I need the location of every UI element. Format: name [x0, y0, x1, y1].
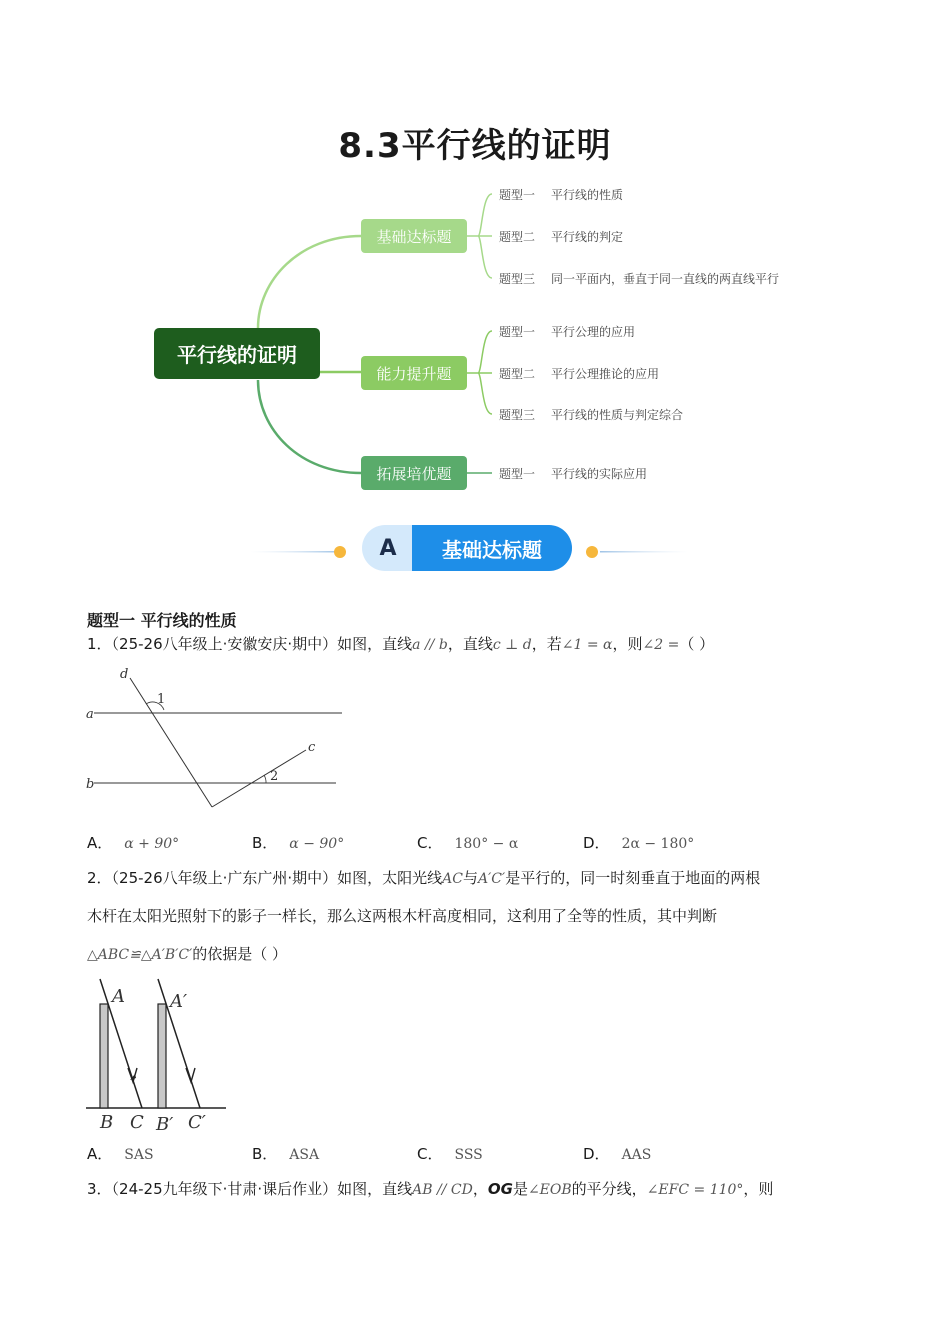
fig1-label-d: d — [120, 667, 129, 682]
q2-option-d[interactable]: D． AAS — [583, 1145, 652, 1163]
question-3-stem: 3．（24-25九年级下·甘肃·课后作业）如图，直线AB // CD，OG是∠EOB的平分线，∠EFC = 110°，则 — [87, 1180, 774, 1198]
q1-option-b[interactable]: B． α − 90° — [252, 834, 345, 852]
mindmap-leaf: 题型三 平行线的性质与判定综合 — [499, 408, 684, 422]
question-2-line-3: △ABC≌△A′B′C′的依据是（ ） — [87, 945, 288, 963]
fig2-label-a: A — [112, 986, 125, 1007]
fig2-label-b: B — [100, 1112, 114, 1133]
fig1-label-b: b — [86, 777, 95, 792]
banner-letter: A — [362, 525, 414, 571]
question-1-stem: 1．（25-26八年级上·安徽安庆·期中）如图，直线a // b，直线c ⊥ d，若∠1 = α，则∠2 =（ ） — [87, 635, 715, 653]
fig1-label-a: a — [86, 707, 94, 722]
fig1-label-1: 1 — [157, 692, 166, 707]
q1-option-a[interactable]: A． α + 90° — [87, 834, 180, 852]
mindmap-connectors — [0, 0, 950, 520]
q2-option-c[interactable]: C． SSS — [417, 1145, 483, 1163]
mindmap-category-extension: 拓展培优题 — [361, 456, 467, 490]
mindmap-category-basic: 基础达标题 — [361, 219, 467, 253]
mindmap-leaf: 题型一 平行线的实际应用 — [499, 467, 648, 481]
q2-option-b[interactable]: B． ASA — [252, 1145, 320, 1163]
fig1-label-c: c — [308, 740, 316, 755]
mindmap-category-ability: 能力提升题 — [361, 356, 467, 390]
question-2-line-2: 木杆在太阳光照射下的影子一样长，那么这两根木杆高度相同，这利用了全等的性质，其中判断 — [87, 907, 718, 925]
page-title: 8.3平行线的证明 — [338, 126, 612, 166]
fig2-label-a-prime: A′ — [170, 991, 188, 1012]
q1-option-d[interactable]: D． 2α − 180° — [583, 834, 695, 852]
mindmap-leaf: 题型三 同一平面内，垂直于同一直线的两直线平行 — [499, 272, 780, 286]
banner-dot-left — [334, 546, 346, 558]
q2-option-a[interactable]: A． SAS — [87, 1145, 154, 1163]
mindmap-leaf: 题型一 平行公理的应用 — [499, 325, 636, 339]
banner-title: 基础达标题 — [412, 525, 572, 571]
mindmap-root: 平行线的证明 — [154, 328, 320, 379]
mindmap-leaf: 题型二 平行线的判定 — [499, 230, 624, 244]
fig1-label-2: 2 — [270, 769, 279, 784]
q1-option-c[interactable]: C． 180° − α — [417, 834, 519, 852]
fig2-label-c-prime: C′ — [188, 1112, 206, 1133]
fig2-label-c: C — [130, 1112, 144, 1133]
mindmap-leaf: 题型一 平行线的性质 — [499, 188, 624, 202]
section-heading: 题型一 平行线的性质 — [87, 611, 237, 630]
fig2-label-b-prime: B′ — [156, 1114, 174, 1135]
mindmap-leaf: 题型二 平行公理推论的应用 — [499, 367, 660, 381]
question-2-figure — [84, 976, 230, 1136]
banner-dot-right — [586, 546, 598, 558]
question-2-line-1: 2．（25-26八年级上·广东广州·期中）如图，太阳光线AC与A′C′是平行的，同一时刻垂直于地面的两根 — [87, 869, 761, 887]
question-1-figure — [84, 664, 346, 812]
